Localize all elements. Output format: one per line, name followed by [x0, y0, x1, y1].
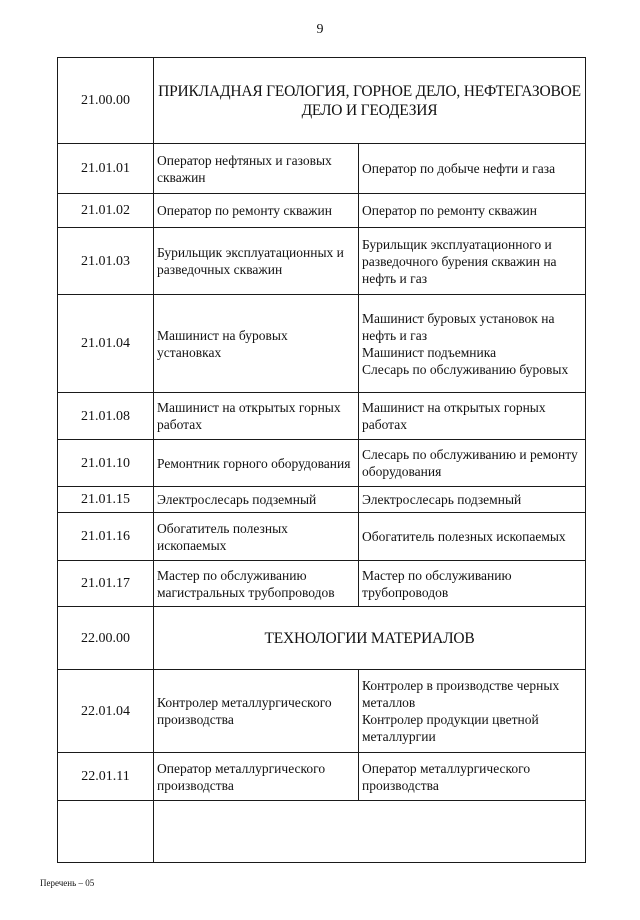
left-line: Оператор металлургического производства [157, 760, 326, 793]
row-code: 21.01.16 [58, 513, 154, 561]
right-line: Контролер в производстве черных металлов [362, 678, 560, 710]
left-line: Обогатитель полезных ископаемых [157, 520, 288, 553]
row-profession-left [154, 393, 359, 440]
table-row [58, 753, 586, 801]
row-profession-left [154, 144, 359, 194]
professions-table [57, 57, 586, 863]
table-row [58, 228, 586, 295]
section-row [58, 607, 586, 670]
right-line: Машинист подъемника [362, 344, 497, 360]
right-line: Обогатитель полезных ископаемых [362, 529, 566, 544]
section-title: ТЕХНОЛОГИИ МАТЕРИАЛОВ [154, 607, 586, 670]
table-row [58, 393, 586, 440]
left-line: Ремонтник горного оборудования [157, 455, 351, 471]
table-row [58, 670, 586, 753]
left-line: Оператор нефтяных и газовых скважин [157, 152, 332, 185]
row-code: 21.01.03 [58, 228, 154, 295]
row-profession-right [359, 561, 586, 607]
left-line: Бурильщик эксплуатационных и разведочных скважин [157, 245, 344, 277]
row-code: 21.01.01 [58, 144, 154, 194]
right-line: Электрослесарь подземный [362, 492, 522, 507]
row-profession-left [154, 513, 359, 561]
row-code: 21.01.10 [58, 440, 154, 487]
row-code: 22.01.11 [58, 753, 154, 801]
row-code: 21.01.08 [58, 393, 154, 440]
left-line: Электрослесарь подземный [157, 492, 317, 507]
left-line: Мастер по обслуживанию магистральных трубопроводов [157, 567, 335, 600]
row-code: 21.01.17 [58, 561, 154, 607]
table-row [58, 561, 586, 607]
right-line: Мастер по обслуживанию трубопроводов [362, 567, 512, 600]
row-profession-right [359, 295, 586, 393]
row-code: 22.00.00 [58, 607, 154, 670]
section-title: ПРИКЛАДНАЯ ГЕОЛОГИЯ, ГОРНОЕ ДЕЛО, НЕФТЕГАЗОВОЕ ДЕЛО И ГЕОДЕЗИЯ [154, 58, 586, 144]
row-code: 21.00.00 [58, 58, 154, 144]
right-line: Бурильщик эксплуатационного и разведочного бурения скважин на нефть и газ [362, 236, 557, 286]
row-profession-left [154, 753, 359, 801]
row-profession-left [154, 228, 359, 295]
right-line: Слесарь по обслуживанию буровых [362, 361, 569, 377]
row-profession-left [154, 194, 359, 228]
right-line: Контролер продукции цветной металлургии [362, 712, 539, 744]
row-profession-right [359, 228, 586, 295]
row-code: 21.01.15 [58, 487, 154, 513]
row-code: 22.01.04 [58, 670, 154, 753]
right-line: Машинист буровых установок на нефть и газ [362, 310, 555, 343]
table-row [58, 513, 586, 561]
empty-row [58, 801, 586, 863]
left-line: Машинист на буровых установках [157, 327, 288, 360]
left-line: Контролер металлургического производства [157, 695, 332, 727]
table-row [58, 440, 586, 487]
table-row [58, 144, 586, 194]
row-profession-left [154, 440, 359, 487]
row-profession-right [359, 144, 586, 194]
row-profession-left [154, 487, 359, 513]
row-profession-right [359, 753, 586, 801]
page-number: 9 [316, 22, 324, 37]
left-line: Оператор по ремонту скважин [157, 203, 332, 218]
row-profession-left [154, 561, 359, 607]
row-profession-right [359, 194, 586, 228]
right-line: Машинист на открытых горных работах [362, 400, 546, 432]
row-profession-right [359, 513, 586, 561]
table-row [58, 194, 586, 228]
section-row [58, 58, 586, 144]
right-line: Слесарь по обслуживанию и ремонту оборудования [362, 447, 578, 479]
row-code: 21.01.02 [58, 194, 154, 228]
row-code: 21.01.04 [58, 295, 154, 393]
row-profession-right [359, 440, 586, 487]
row-profession-left [154, 670, 359, 753]
empty-cell [58, 801, 154, 863]
row-profession-right [359, 487, 586, 513]
right-line: Оператор по ремонту скважин [362, 203, 537, 218]
table-row [58, 295, 586, 393]
table-row [58, 487, 586, 513]
right-line: Оператор по добыче нефти и газа [362, 161, 556, 176]
row-profession-right [359, 670, 586, 753]
empty-cell [154, 801, 586, 863]
footer-label: Перечень – 05 [40, 878, 95, 888]
row-profession-right [359, 393, 586, 440]
row-profession-left [154, 295, 359, 393]
right-line: Оператор металлургического производства [362, 760, 531, 793]
left-line: Машинист на открытых горных работах [157, 400, 341, 432]
